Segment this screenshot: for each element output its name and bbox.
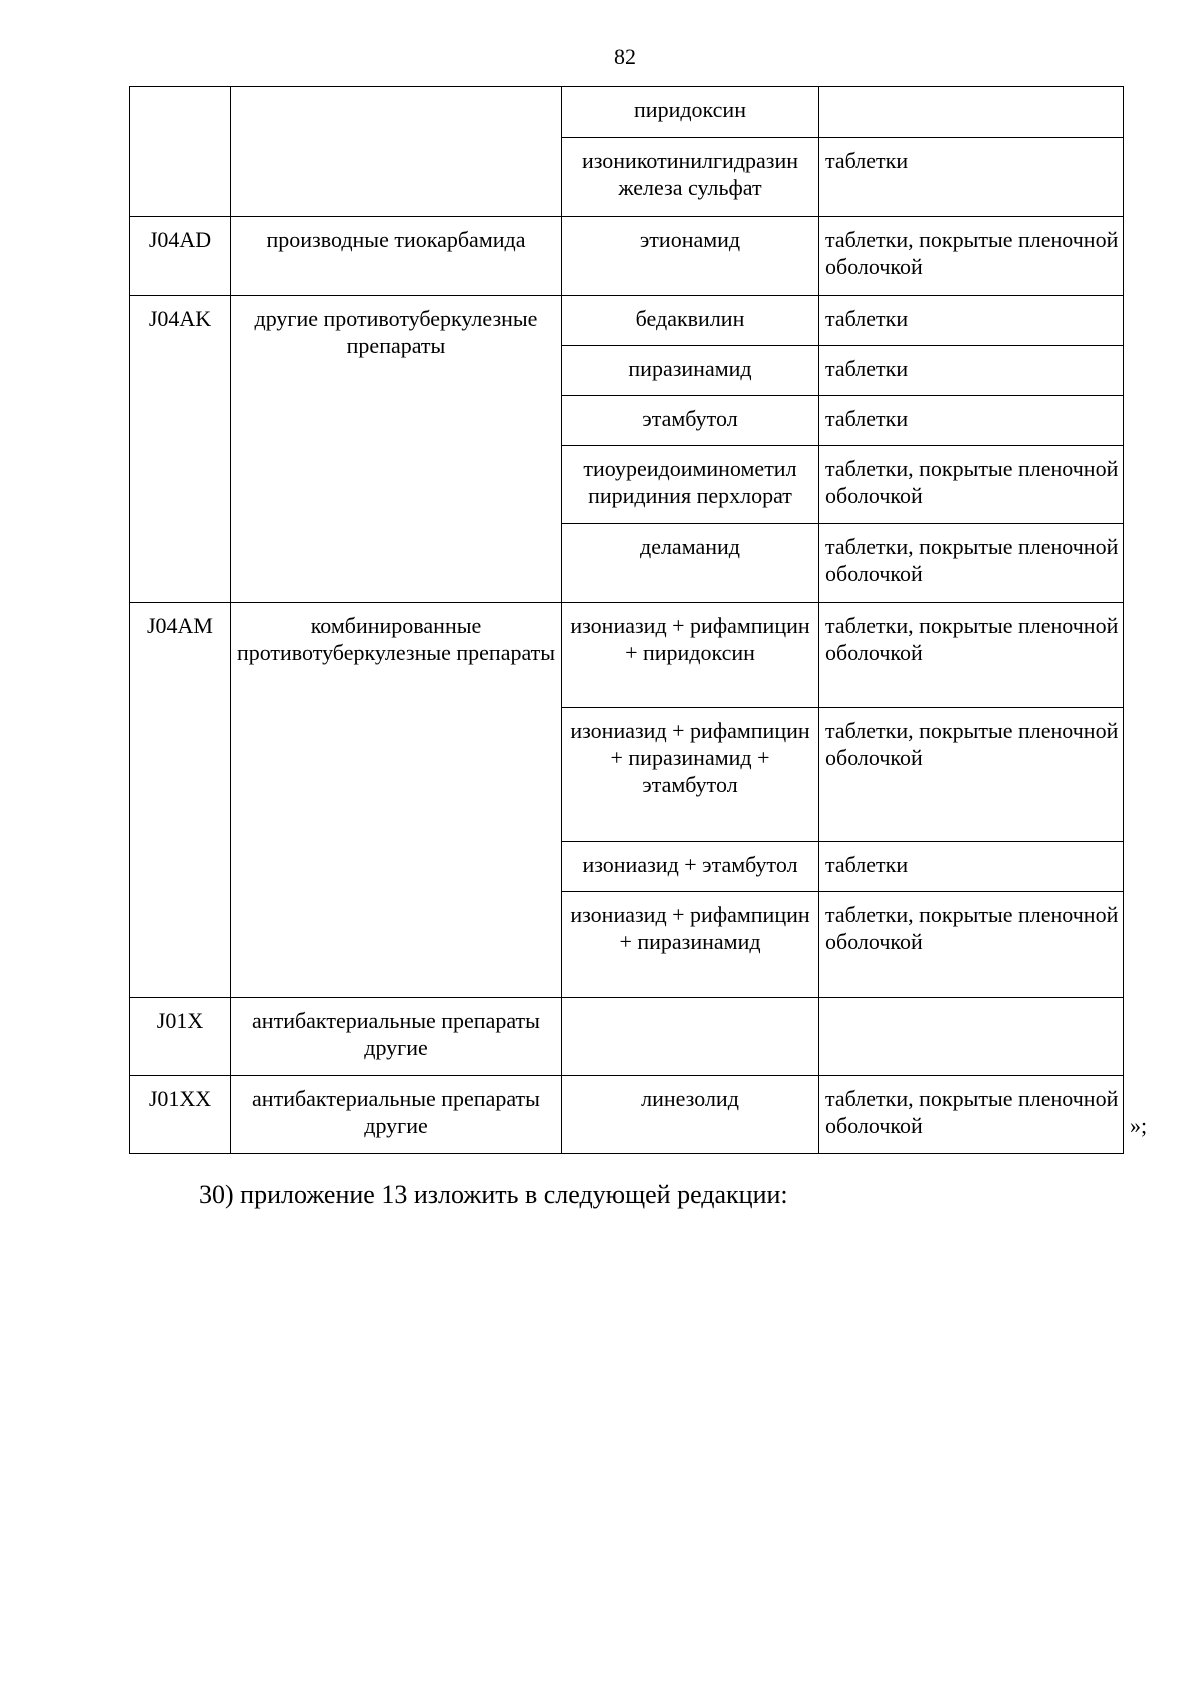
closing-quote: »; — [1130, 1113, 1148, 1138]
table-row — [130, 217, 1124, 296]
group-cell: антибактериальные препараты другие — [231, 998, 562, 1076]
dosage-form-cell: таблетки, покрытые пленочной оболочкой — [819, 1076, 1124, 1154]
atc-code-cell: J04AD — [130, 217, 231, 296]
drug-cell: линезолид — [562, 1076, 819, 1154]
dosage-form-cell: таблетки, покрытые пленочной оболочкой — [819, 708, 1124, 842]
drug-cell: пиридоксин — [562, 87, 819, 138]
dosage-form-cell: таблетки, покрытые пленочной оболочкой — [819, 524, 1124, 603]
atc-code-cell: J01XX — [130, 1076, 231, 1154]
dosage-form-cell: таблетки, покрытые пленочной оболочкой — [819, 603, 1124, 708]
drug-table — [129, 86, 1124, 1154]
drug-cell: изониазид + рифампицин + пиразинамид — [562, 892, 819, 998]
drug-cell: тиоуреидоиминометил пиридиния перхлорат — [562, 446, 819, 524]
atc-code-cell — [130, 87, 231, 217]
page-number: 82 — [614, 44, 636, 69]
dosage-form-cell: таблетки — [819, 396, 1124, 446]
dosage-form-cell: таблетки, покрытые пленочной оболочкой — [819, 892, 1124, 998]
amendment-instruction: 30) приложение 13 изложить в следующей редакции: — [199, 1180, 788, 1209]
table-row — [130, 603, 1124, 708]
drug-cell: изониазид + рифампицин + пиридоксин — [562, 603, 819, 708]
drug-cell: изониазид + рифампицин + пиразинамид + этамбутол — [562, 708, 819, 842]
dosage-form-cell: таблетки — [819, 296, 1124, 346]
group-cell: производные тиокарбамида — [231, 217, 562, 296]
dosage-form-cell: таблетки, покрытые пленочной оболочкой — [819, 446, 1124, 524]
drug-cell: деламанид — [562, 524, 819, 603]
atc-code-cell: J01X — [130, 998, 231, 1076]
dosage-form-cell: таблетки — [819, 346, 1124, 396]
table-row — [130, 1076, 1124, 1154]
drug-cell: бедаквилин — [562, 296, 819, 346]
drug-cell — [562, 998, 819, 1076]
group-cell: комбинированные противотуберкулезные препараты — [231, 603, 562, 998]
drug-cell: изониазид + этамбутол — [562, 842, 819, 892]
dosage-form-cell — [819, 87, 1124, 138]
drug-cell: пиразинамид — [562, 346, 819, 396]
dosage-form-cell: таблетки — [819, 842, 1124, 892]
dosage-form-cell — [819, 998, 1124, 1076]
drug-cell: изоникотинилгидразин железа сульфат — [562, 138, 819, 217]
table-row — [130, 296, 1124, 346]
atc-code-cell: J04AM — [130, 603, 231, 998]
table-row — [130, 998, 1124, 1076]
drug-cell: этамбутол — [562, 396, 819, 446]
group-cell: другие противотуберкулезные препараты — [231, 296, 562, 603]
atc-code-cell: J04AK — [130, 296, 231, 603]
dosage-form-cell: таблетки — [819, 138, 1124, 217]
dosage-form-cell: таблетки, покрытые пленочной оболочкой — [819, 217, 1124, 296]
group-cell: антибактериальные препараты другие — [231, 1076, 562, 1154]
drug-cell: этионамид — [562, 217, 819, 296]
group-cell — [231, 87, 562, 217]
table-row — [130, 87, 1124, 138]
